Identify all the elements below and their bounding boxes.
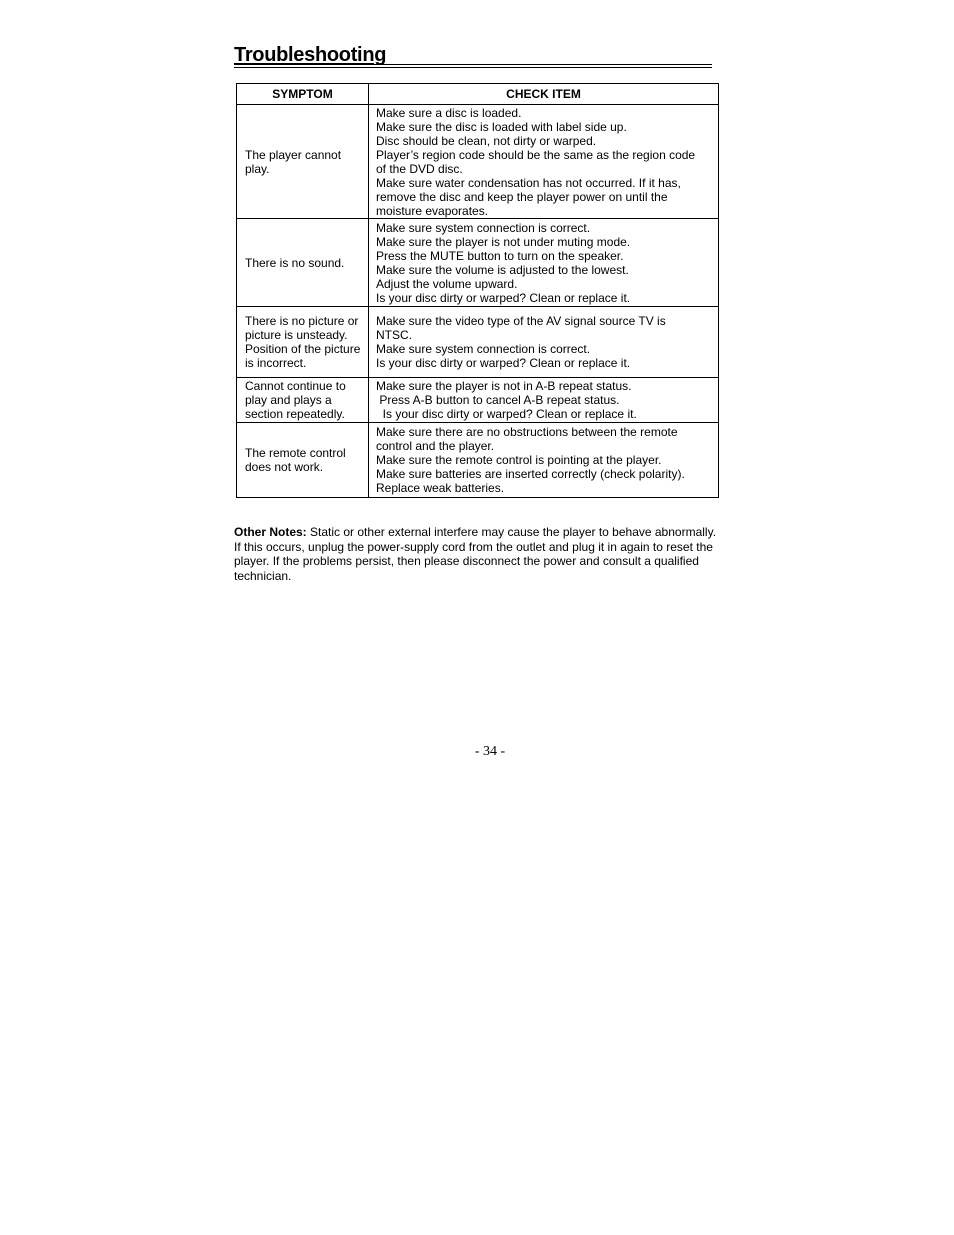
check-item-line: Make sure water condensation has not occurred. If it has, <box>376 175 681 190</box>
other-notes <box>234 525 720 583</box>
check-item-cell <box>369 219 719 307</box>
table-row <box>237 307 719 378</box>
check-item-cell <box>369 105 719 219</box>
title-underline-rule <box>234 64 712 65</box>
table-row <box>237 423 719 498</box>
symptom-cell: The player cannot play. <box>237 105 369 219</box>
check-item-line: Is your disc dirty or warped? Clean or replace it. <box>376 407 637 421</box>
check-item-line: Is your disc dirty or warped? Clean or replace it. <box>376 356 631 370</box>
check-item-line: Make sure the player is not under muting mode. <box>376 234 631 249</box>
page-title: Troubleshooting <box>234 44 387 66</box>
table-row <box>237 219 719 307</box>
check-item-cell <box>369 378 719 423</box>
check-item-line: Make sure system connection is correct. <box>376 220 591 235</box>
check-item-line: Make sure a disc is loaded. <box>376 105 522 120</box>
table-body <box>237 105 719 498</box>
symptom-cell: Cannot continue to play and plays a section repeatedly. <box>237 378 369 423</box>
check-item-line: Make sure the disc is loaded with label side up. <box>376 119 627 134</box>
check-item-line: NTSC. <box>376 328 412 342</box>
check-item-cell <box>369 307 719 378</box>
check-item-line: Press the MUTE button to turn on the speaker. <box>376 248 624 263</box>
check-item-line: of the DVD disc. <box>376 161 463 176</box>
check-item-line: control and the player. <box>376 439 495 453</box>
title-underline-rule-secondary <box>234 67 712 68</box>
symptom-cell: There is no picture or picture is unsteady. Position of the picture is incorrect. <box>237 307 369 378</box>
symptom-cell: The remote control does not work. <box>237 423 369 498</box>
check-item-line: Replace weak batteries. <box>376 481 505 495</box>
check-item-line: Make sure batteries are inserted correctly (check polarity). <box>376 467 685 481</box>
check-item-line: Make sure the video type of the AV signal source TV is <box>376 314 666 328</box>
check-item-line: Make sure the player is not in A-B repeat status. <box>376 379 632 393</box>
other-notes-label: Other Notes: <box>234 525 307 539</box>
check-item-line: Player’s region code should be the same as the region code <box>376 147 696 162</box>
table-row <box>237 378 719 423</box>
check-item-line: Disc should be clean, not dirty or warped. <box>376 133 597 148</box>
check-item-line: Is your disc dirty or warped? Clean or replace it. <box>376 290 631 305</box>
check-item-line: Adjust the volume upward. <box>376 276 518 291</box>
check-item-column-header: CHECK ITEM <box>369 84 719 105</box>
check-item-line: Press A-B button to cancel A-B repeat status. <box>376 393 620 407</box>
symptom-column-header: SYMPTOM <box>237 84 369 105</box>
other-notes-text: Static or other external interfere may cause the player to behave abnormally. If this occurs, unplug the power-supply cord from the outlet and plug it in again to reset the player. If the problems persist, then please disconnect the power and consult a qualified technician. <box>234 525 717 583</box>
check-item-line: Make sure there are no obstructions between the remote <box>376 425 678 439</box>
table-header-row <box>237 84 719 105</box>
check-item-line: Make sure the remote control is pointing at the player. <box>376 453 662 467</box>
table-row <box>237 105 719 219</box>
symptom-cell: There is no sound. <box>237 219 369 307</box>
check-item-cell <box>369 423 719 498</box>
check-item-line: Make sure system connection is correct. <box>376 342 591 356</box>
check-item-line: remove the disc and keep the player power on until the <box>376 189 668 204</box>
page-number: - 34 - <box>474 744 506 759</box>
check-item-line: moisture evaporates. <box>376 203 489 218</box>
troubleshooting-table <box>236 83 719 498</box>
check-item-line: Make sure the volume is adjusted to the lowest. <box>376 262 629 277</box>
